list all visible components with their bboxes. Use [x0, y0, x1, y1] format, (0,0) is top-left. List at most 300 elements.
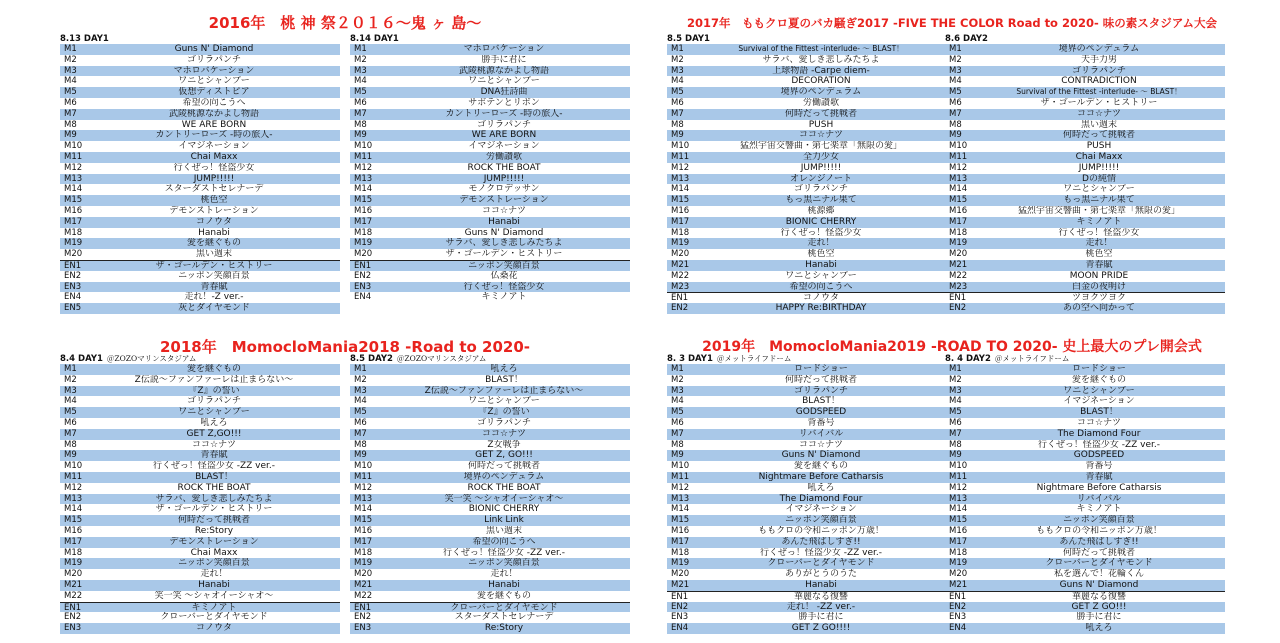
- song-number: M5: [354, 407, 367, 418]
- table-row: [350, 292, 630, 303]
- table-row: [945, 537, 1225, 548]
- song-number: M11: [354, 151, 373, 162]
- song-title: Chai Maxx: [190, 151, 238, 162]
- song-number: M10: [949, 461, 968, 472]
- song-number: M2: [949, 374, 962, 385]
- song-number: M20: [671, 249, 690, 260]
- table-row: [60, 249, 340, 260]
- song-title: HAPPY Re:BIRTHDAY: [775, 303, 867, 314]
- song-number: M12: [354, 482, 373, 493]
- song-title: ワニとシャンプー: [785, 270, 857, 281]
- song-title: JUMP!!!!!: [1078, 162, 1120, 173]
- song-title: リバイバル: [1076, 493, 1122, 504]
- song-number: EN3: [64, 623, 82, 634]
- song-title: クローバーとダイヤモンド: [160, 612, 268, 623]
- table-row: [945, 602, 1225, 613]
- day-date: 8.14 DAY1: [350, 34, 399, 44]
- song-number: M5: [949, 407, 962, 418]
- song-number: M3: [64, 65, 77, 76]
- table-row: [667, 152, 947, 163]
- table-row: [60, 418, 340, 429]
- table-row: [667, 526, 947, 537]
- song-title: ココ☆ナツ: [1077, 417, 1121, 428]
- song-number: M6: [354, 97, 367, 108]
- song-number: M14: [64, 504, 83, 515]
- song-number: M11: [671, 471, 690, 482]
- song-title: クローバーとダイヤモンド: [767, 558, 875, 569]
- song-number: M9: [354, 450, 367, 461]
- table-row: [667, 292, 947, 303]
- table-row: [60, 87, 340, 98]
- song-title: 愛を継ぐもの: [793, 461, 848, 472]
- song-title: ロードショー: [794, 364, 848, 374]
- song-title: イマジネーション: [178, 141, 250, 152]
- song-title: GODSPEED: [1073, 450, 1125, 461]
- song-title: 労働讃歌: [485, 151, 522, 162]
- table-row: [945, 184, 1225, 195]
- song-title: コノウタ: [196, 216, 232, 227]
- song-number: M21: [949, 579, 968, 590]
- table-row: [60, 260, 340, 271]
- song-number: M12: [354, 162, 373, 173]
- song-number: M12: [949, 482, 968, 493]
- song-title: 桃源郷: [807, 205, 835, 216]
- song-table: [667, 44, 947, 314]
- song-title: サボテンとリボン: [468, 97, 540, 108]
- day-label: [667, 34, 947, 44]
- song-number: M7: [949, 428, 962, 439]
- day-label: [350, 354, 630, 364]
- song-title: ワニとシャンプー: [468, 396, 540, 407]
- table-row: [350, 184, 630, 195]
- song-number: M18: [949, 547, 968, 558]
- song-number: M1: [949, 44, 962, 54]
- table-row: [667, 141, 947, 152]
- day-date: 8. 3 DAY1: [667, 354, 713, 364]
- song-title: 何時だって挑戦者: [784, 108, 857, 119]
- table-row: [667, 548, 947, 559]
- song-title: BLAST！: [802, 396, 840, 407]
- table-row: [667, 612, 947, 623]
- table-row: [945, 228, 1225, 239]
- table-row: [350, 44, 630, 55]
- song-number: M5: [949, 87, 962, 98]
- song-number: M6: [64, 417, 77, 428]
- song-number: M5: [671, 87, 684, 98]
- song-title: 愛を継ぐもの: [186, 364, 241, 374]
- song-title: 勝手に君に: [481, 54, 527, 65]
- day-date: 8.4 DAY1: [60, 354, 103, 364]
- song-title: WE ARE BORN: [181, 119, 247, 130]
- song-title: MOON PRIDE: [1069, 270, 1129, 281]
- festival-section: [60, 12, 630, 312]
- song-title: コノウタ: [196, 623, 232, 634]
- table-row: [945, 461, 1225, 472]
- song-number: M14: [354, 184, 373, 195]
- table-row: [667, 98, 947, 109]
- song-title: 希望の向こうへ: [472, 536, 536, 547]
- day-date: 8.5 DAY2: [350, 354, 393, 364]
- song-title: DECORATION: [791, 76, 851, 87]
- table-row: [350, 130, 630, 141]
- song-number: M17: [671, 536, 690, 547]
- table-row: [945, 483, 1225, 494]
- song-title: BIONIC CHERRY: [785, 216, 857, 227]
- song-title: 天手力男: [1080, 54, 1117, 65]
- song-title: JUMP!!!!!: [483, 173, 525, 184]
- song-title: ももクロの令和ニッポン万歳！: [758, 525, 884, 536]
- song-title: 希望の向こうへ: [182, 97, 246, 108]
- song-number: EN3: [64, 281, 82, 292]
- table-row: [350, 109, 630, 120]
- table-row: [60, 217, 340, 228]
- song-number: M16: [671, 205, 690, 216]
- song-number: M21: [354, 579, 373, 590]
- table-row: [667, 120, 947, 131]
- table-row: [667, 537, 947, 548]
- song-title: 吼えろ: [490, 364, 518, 374]
- song-number: M19: [354, 558, 373, 569]
- table-row: [60, 407, 340, 418]
- song-number: M16: [354, 205, 373, 216]
- song-number: EN2: [671, 303, 689, 314]
- song-number: M2: [64, 54, 77, 65]
- table-row: [350, 375, 630, 386]
- song-number: M5: [64, 87, 77, 98]
- song-number: M20: [64, 569, 83, 580]
- table-row: [667, 55, 947, 66]
- table-row: [60, 494, 340, 505]
- table-row: [350, 472, 630, 483]
- song-title: キミノアト: [1076, 504, 1122, 515]
- day-label: [350, 34, 630, 44]
- song-title: ニッポン笑顔百景: [468, 260, 540, 271]
- song-title: 華麗なる復讐: [793, 591, 848, 602]
- song-number: M13: [354, 173, 373, 184]
- song-title: サラバ、愛しき悲しみたちよ: [155, 493, 273, 504]
- song-title: あんた飛ばしすぎ!!: [1059, 536, 1139, 547]
- song-number: M8: [64, 119, 77, 130]
- song-number: M10: [354, 461, 373, 472]
- table-row: [945, 271, 1225, 282]
- song-title: ツヨクツヨク: [1071, 293, 1126, 304]
- song-number: M22: [949, 270, 968, 281]
- table-row: [60, 184, 340, 195]
- song-title: 愛を継ぐもの: [186, 238, 241, 249]
- table-row: [667, 217, 947, 228]
- song-table: [667, 364, 947, 634]
- song-number: M2: [354, 54, 367, 65]
- table-row: [60, 623, 340, 634]
- song-number: EN2: [354, 612, 372, 623]
- song-title: 何時だって挑戦者: [467, 461, 540, 472]
- song-title: 何時だって挑戦者: [1062, 130, 1135, 141]
- table-row: [350, 494, 630, 505]
- song-number: M9: [949, 130, 962, 141]
- song-title: ザ・ゴールデン・ヒストリー: [155, 260, 273, 271]
- song-title: 華麗なる復讐: [1071, 591, 1126, 602]
- song-number: M17: [949, 536, 968, 547]
- song-title: 境界のペンデュラム: [1058, 44, 1140, 54]
- song-number: EN2: [949, 303, 967, 314]
- table-row: [60, 120, 340, 131]
- song-number: M21: [949, 259, 968, 270]
- song-title: イマジネーション: [785, 504, 857, 515]
- song-number: M15: [64, 195, 83, 206]
- song-number: M12: [64, 482, 83, 493]
- song-title: The Diamond Four: [779, 493, 863, 504]
- song-title: GET Z GO!!!!: [791, 623, 851, 634]
- song-title: Survival of the Fittest -interlude- ～ BLAST！: [1016, 87, 1182, 97]
- song-title: Guns N' Diamond: [1059, 579, 1139, 590]
- table-row: [945, 623, 1225, 634]
- song-number: M15: [949, 515, 968, 526]
- song-number: M22: [671, 270, 690, 281]
- song-title: BLAST！: [485, 374, 523, 385]
- table-row: [667, 450, 947, 461]
- song-title: ココ☆ナツ: [482, 205, 526, 216]
- table-row: [945, 429, 1225, 440]
- song-title: マホロバケーション: [173, 65, 255, 76]
- table-row: [667, 76, 947, 87]
- song-title: Hanabi: [805, 579, 837, 590]
- table-row: [60, 515, 340, 526]
- song-number: M4: [671, 396, 684, 407]
- song-number: M4: [354, 76, 367, 87]
- song-number: M1: [64, 44, 77, 54]
- table-row: [945, 282, 1225, 293]
- table-row: [60, 591, 340, 602]
- song-title: 愛を継ぐもの: [476, 590, 531, 601]
- song-title: 青春賦: [1085, 259, 1113, 270]
- song-number: M8: [354, 119, 367, 130]
- table-row: [945, 418, 1225, 429]
- table-row: [667, 591, 947, 602]
- song-number: M18: [64, 547, 83, 558]
- table-row: [667, 580, 947, 591]
- song-title: 勝手に君に: [1076, 612, 1122, 623]
- song-title: 白金の夜明け: [1071, 281, 1126, 292]
- table-row: [60, 303, 340, 314]
- song-title: Link Link: [484, 515, 524, 526]
- song-number: M17: [64, 536, 83, 547]
- song-title: 行くぜっ！怪盗少女: [780, 227, 862, 238]
- song-number: M17: [354, 536, 373, 547]
- section-title: 2018年 MomocloMania2018 -Road to 2020-: [159, 338, 531, 356]
- table-row: [667, 364, 947, 375]
- song-title: Dの純情: [1082, 173, 1116, 184]
- table-row: [667, 418, 947, 429]
- song-number: M18: [671, 547, 690, 558]
- song-number: M5: [354, 87, 367, 98]
- section-title: 2017年 ももクロ夏のバカ騒ぎ2017 -FIVE THE COLOR Road to 2020- 味の素スタジアム大会: [687, 16, 1217, 30]
- song-number: M19: [64, 558, 83, 569]
- table-row: [945, 76, 1225, 87]
- song-title: Hanabi: [198, 227, 230, 238]
- song-number: M2: [949, 54, 962, 65]
- song-title: GET Z, GO!!!: [475, 450, 533, 461]
- song-number: EN3: [354, 281, 372, 292]
- song-title: 上球物語 -Carpe diem-: [772, 65, 870, 76]
- song-number: EN2: [354, 270, 372, 281]
- song-number: M20: [671, 569, 690, 580]
- song-title: 青春賦: [200, 281, 228, 292]
- table-row: [945, 548, 1225, 559]
- song-title: 行くぜっ！怪盗少女: [173, 162, 255, 173]
- table-row: [60, 548, 340, 559]
- song-number: M1: [671, 364, 684, 374]
- song-title: 黒い週末: [1080, 119, 1117, 130]
- table-row: [350, 282, 630, 293]
- song-title: 労働讃歌: [802, 97, 839, 108]
- song-number: M3: [671, 65, 684, 76]
- song-title: GET Z GO!!!: [1071, 601, 1127, 612]
- table-row: [60, 440, 340, 451]
- table-row: [667, 515, 947, 526]
- song-title: ココ☆ナツ: [799, 439, 843, 450]
- song-table: [350, 44, 630, 303]
- table-row: [667, 130, 947, 141]
- song-title: 走れ！-Z ver.-: [184, 292, 244, 303]
- song-title: Nightmare Before Catharsis: [1036, 482, 1162, 493]
- song-number: M20: [354, 249, 373, 260]
- song-title: 青春賦: [1085, 471, 1113, 482]
- song-title: 吼えろ: [200, 417, 228, 428]
- song-number: M7: [354, 108, 367, 119]
- song-number: EN1: [949, 591, 967, 602]
- song-title: 境界のペンデュラム: [780, 87, 862, 98]
- table-row: [667, 195, 947, 206]
- song-title: 勝手に君に: [798, 612, 844, 623]
- song-number: EN1: [949, 293, 967, 304]
- song-number: M19: [949, 558, 968, 569]
- song-title: GET Z,GO!!!: [186, 428, 242, 439]
- table-row: [350, 537, 630, 548]
- song-number: EN1: [671, 293, 689, 304]
- song-title: ゴリラパンチ: [476, 119, 531, 130]
- table-row: [60, 483, 340, 494]
- table-row: [60, 558, 340, 569]
- table-row: [60, 537, 340, 548]
- song-title: 吼えろ: [1085, 623, 1113, 634]
- song-title: クローバーとダイヤモンド: [450, 602, 558, 613]
- song-title: PUSH: [808, 119, 834, 130]
- song-title: 吼えろ: [807, 482, 835, 493]
- song-title: ロードショー: [1072, 364, 1126, 374]
- song-number: EN1: [354, 602, 372, 613]
- table-row: [945, 120, 1225, 131]
- song-number: M17: [671, 216, 690, 227]
- song-title: もっ黒ニナル果て: [785, 195, 857, 206]
- song-title: カントリーローズ -時の旅人-: [155, 130, 273, 141]
- song-number: EN3: [671, 612, 689, 623]
- song-number: M16: [64, 205, 83, 216]
- song-title: サラバ、愛しき悲しみたちよ: [445, 238, 563, 249]
- table-row: [350, 483, 630, 494]
- song-number: M12: [64, 162, 83, 173]
- song-title: 何時だって挑戦者: [784, 374, 857, 385]
- song-title: 桃色空: [1085, 249, 1113, 260]
- table-row: [667, 375, 947, 386]
- song-number: M14: [354, 504, 373, 515]
- table-row: [945, 292, 1225, 303]
- song-title: Hanabi: [488, 216, 520, 227]
- song-number: M20: [354, 569, 373, 580]
- table-row: [667, 163, 947, 174]
- table-row: [60, 429, 340, 440]
- table-row: [350, 141, 630, 152]
- song-number: M8: [354, 439, 367, 450]
- song-number: M15: [354, 195, 373, 206]
- table-row: [60, 396, 340, 407]
- song-title: 境界のペンデュラム: [463, 471, 545, 482]
- table-row: [350, 580, 630, 591]
- song-title: CONTRADICTION: [1061, 76, 1137, 87]
- song-number: M11: [64, 151, 83, 162]
- table-row: [60, 76, 340, 87]
- song-title: ROCK THE BOAT: [467, 482, 541, 493]
- table-row: [667, 429, 947, 440]
- table-row: [667, 602, 947, 613]
- song-title: Re:Story: [194, 525, 234, 536]
- table-row: [350, 120, 630, 131]
- song-title: PUSH: [1086, 141, 1112, 152]
- table-row: [667, 238, 947, 249]
- table-row: [945, 206, 1225, 217]
- table-row: [945, 375, 1225, 386]
- song-title: Z女戦争: [487, 439, 521, 450]
- song-title: ニッポン笑顔百景: [178, 558, 250, 569]
- table-row: [667, 483, 947, 494]
- song-number: M6: [671, 417, 684, 428]
- table-row: [667, 440, 947, 451]
- song-number: EN2: [671, 601, 689, 612]
- song-number: M18: [64, 227, 83, 238]
- song-title: ゴリラパンチ: [186, 54, 241, 65]
- song-title: 黒い週末: [195, 249, 232, 260]
- song-title: ワニとシャンプー: [1063, 385, 1135, 396]
- song-number: EN4: [949, 623, 967, 634]
- table-row: [350, 396, 630, 407]
- song-number: M1: [671, 44, 684, 54]
- song-title: イマジネーション: [468, 141, 540, 152]
- song-number: M19: [64, 238, 83, 249]
- song-number: M13: [671, 493, 690, 504]
- song-number: EN4: [671, 623, 689, 634]
- song-number: M4: [949, 76, 962, 87]
- song-number: EN2: [949, 601, 967, 612]
- table-row: [350, 228, 630, 239]
- table-row: [350, 602, 630, 613]
- table-row: [350, 558, 630, 569]
- song-number: M10: [671, 461, 690, 472]
- song-title: 仮想ディストピア: [178, 87, 250, 98]
- table-row: [60, 450, 340, 461]
- song-number: M11: [949, 151, 968, 162]
- song-title: The Diamond Four: [1057, 428, 1141, 439]
- song-number: M13: [64, 493, 83, 504]
- song-number: M9: [671, 130, 684, 141]
- table-row: [350, 429, 630, 440]
- song-title: 行くぜっ！怪盗少女: [463, 281, 545, 292]
- song-number: M3: [949, 65, 962, 76]
- song-title: イマジネーション: [1063, 396, 1135, 407]
- song-title: JUMP!!!!!: [193, 173, 235, 184]
- table-row: [350, 591, 630, 602]
- table-row: [945, 109, 1225, 120]
- song-number: M3: [64, 385, 77, 396]
- table-row: [945, 55, 1225, 66]
